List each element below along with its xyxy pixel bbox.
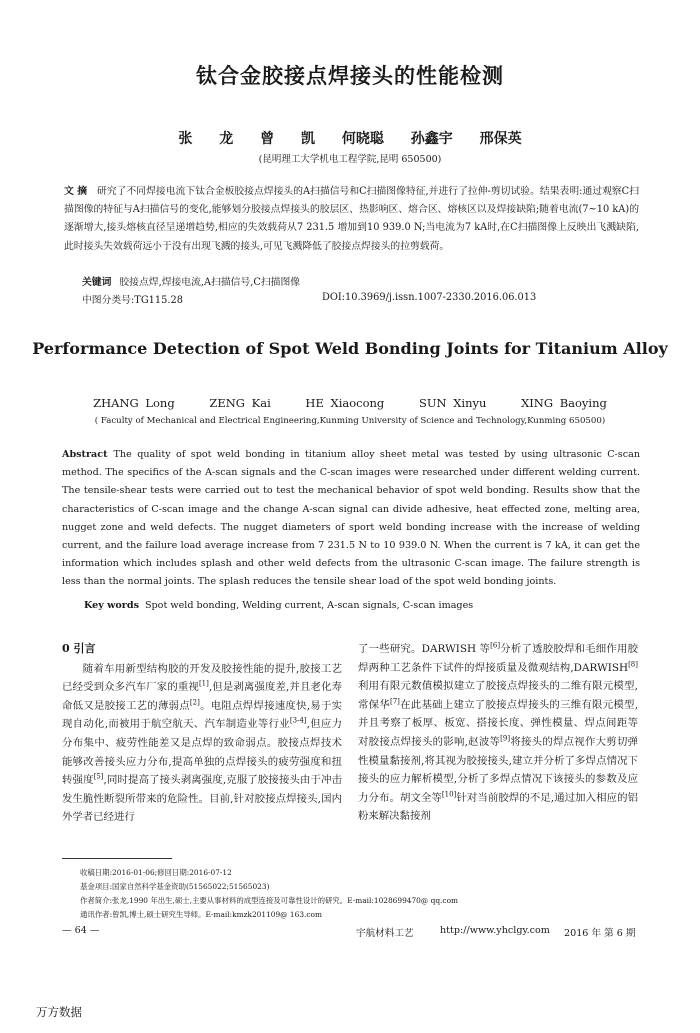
keywords-en <box>84 600 644 611</box>
title-cn: 钛合金胶接点焊接头的性能检测 <box>196 63 504 88</box>
doi: DOI:10.3969/j.issn.1007-2330.2016.06.013 <box>322 292 537 303</box>
author-en: ZENG Kai <box>209 396 271 410</box>
classification-label: 中图分类号: <box>82 295 135 306</box>
citation[interactable]: [1] <box>198 679 209 688</box>
body-paragraph: 随着车用新型结构胶的开发及胶接性能的提升,胶接工艺已经受到众多汽车厂家的重视[1],但是剥离强度差,并且老化寿命低又是胶接工艺的薄弱点[2]。电阻点焊焊接速度快,易于实现自动化,而被用于航空航天、汽车制造业等行业[3-4],但应力分布集中、疲劳性能差又是点焊的致命弱点。胶接点焊技术能够改善接头应力分布,提高单独的点焊接头的疲劳强度和扭转强度[5],同时提高了接头剥离强度,克服了胶接接头由于冲击发生脆性断裂所带来的危险性。目前,针对胶接点焊接头,国内外学者已经进行 <box>62 662 343 824</box>
footnote-author-bio: 作者简介:张龙,1990 年出生,硕士,主要从事材料的成型连接及可靠性设计的研究。E-mail:1028699470@ qq.com <box>80 896 459 905</box>
section-heading: 0 引言 <box>62 642 96 655</box>
abstract-en-label: Abstract <box>62 449 108 460</box>
authors-en <box>0 396 700 410</box>
keywords-cn-text: 胶接点焊,焊接电流,A扫描信号,C扫描图像 <box>119 277 301 288</box>
affiliation-en: ( Faculty of Mechanical and Electrical Engineering,Kunming University of Science and Technology,Kunming 650500) <box>94 416 606 426</box>
abstract-en-text: The quality of spot weld bonding in titanium alloy sheet metal was tested by using ultrasonic C-scan method. The specifics of the A-scan signals and the C-scan images were researched under different welding current. The tensile-shear tests were carried out to test the mechanical behavior of spot weld bonding. Results show that the characteristics of C-scan image and the change A-scan signal can divide adhesive, heat effected zone, melting area, nugget zone and weld defects. The nugget diameters of sport weld bonding increase with the increase of welding current, and the failure load average increase from 7 231.5 N to 10 939.0 N. When the current is 7 kA, it can get the information which includes splash and other weld defects from the ultrasonic C-scan image. The failure strength is less than the normal joints. The splash reduces the tensile shear load of the spot weld bonding joints. <box>62 449 640 588</box>
journal-url[interactable]: http://www.yhclgy.com <box>440 925 550 936</box>
citation[interactable]: [2] <box>189 698 200 707</box>
page-footer <box>62 925 640 941</box>
body-paragraph: 了一些研究。DARWISH 等[6]分析了透胶胶焊和毛细作用胶焊两种工艺条件下试件的焊接质量及微观结构,DARWISH[8]利用有限元数值模拟建立了胶接点焊接头的二维有限元模型,常保华[7]在此基础上建立了胶接点焊接头的三维有限元模型,并且考察了板厚、板宽、搭接长度、弹性模量、焊点间距等对胶接点焊接头的影响,赵波等[9]将接头的焊点视作大剪切弹性模量黏接剂,将其视为胶接接头,建立并分析了多焊点情况下接头的应力解析模型,分析了多焊点情况下该接头的参数及应力分布。胡文全等[10]针对当前胶焊的不足,通过加入相应的铝粉来解决黏接剂 <box>358 641 639 823</box>
journal-issue: 2016 年 第 6 期 <box>564 928 636 939</box>
citation[interactable]: [10] <box>441 790 457 799</box>
citation[interactable]: [8] <box>628 660 638 669</box>
citation[interactable]: [5] <box>93 772 104 781</box>
abstract-cn-text: 研究了不同焊接电流下钛合金板胶接点焊接头的A扫描信号和C扫描图像特征,并进行了拉伸-剪切试验。结果表明:通过观察C扫描图像的特征与A扫描信号的变化,能够划分胶接点焊接头的胶层区、热影响区、熔合区、熔核区以及焊接缺陷;随着电流(7~10 kA)的逐渐增大,接头熔核直径呈递增趋势,相应的失效载荷从7 231.5 增加到10 939.0 N;当电流为7 kA时,在C扫描图像上反映出飞溅缺陷,此时接头失效载荷远小于没有出现飞溅的接头,可见飞溅降低了胶接点焊接头的拉剪载荷。 <box>64 186 639 252</box>
keywords-en-label: Key words <box>84 600 139 611</box>
abstract-en <box>62 446 640 592</box>
abstract-cn-label: 文 摘 <box>64 186 88 197</box>
citation[interactable]: [3-4] <box>289 716 307 725</box>
footnotes <box>80 866 640 922</box>
footnote-divider <box>62 858 172 859</box>
page-number: — 64 — <box>62 925 100 936</box>
author-en: XING Baoying <box>521 396 607 410</box>
abstract-cn <box>64 183 639 256</box>
keywords-cn <box>82 274 642 288</box>
footnote-funding: 基金项目:国家自然科学基金资助(51565022;51565023) <box>80 882 270 891</box>
body-column-left <box>62 640 342 827</box>
author-en: ZHANG Long <box>93 396 175 410</box>
classification-value: TG115.28 <box>134 295 183 306</box>
keywords-en-text: Spot weld bonding, Welding current, A-scan signals, C-scan images <box>144 600 474 611</box>
footnote-received: 收稿日期:2016-01-06;修回日期:2016-07-12 <box>80 868 232 877</box>
affiliation-cn: (昆明理工大学机电工程学院,昆明 650500) <box>258 154 442 165</box>
title-en: Performance Detection of Spot Weld Bonding Joints for Titanium Alloy <box>32 339 668 358</box>
author-en: HE Xiaocong <box>305 396 385 410</box>
journal-name: 宇航材料工艺 <box>356 928 414 939</box>
keywords-cn-label: 关键词 <box>82 277 112 288</box>
footnote-corresponding: 通讯作者:曾凯,博士,硕士研究生导师。E-mail:kmzk201109@ 163.com <box>80 910 322 919</box>
citation[interactable]: [6] <box>490 641 501 650</box>
author-en: SUN Xinyu <box>418 396 487 410</box>
citation[interactable]: [9] <box>500 734 511 743</box>
authors-cn: 张 龙 曾 凯 何晓聪 孙鑫宇 邢保英 <box>178 131 522 147</box>
classification-line <box>82 292 642 306</box>
body-column-right <box>358 640 638 826</box>
watermark: 万方数据 <box>36 1005 82 1019</box>
citation[interactable]: [7] <box>389 697 400 706</box>
